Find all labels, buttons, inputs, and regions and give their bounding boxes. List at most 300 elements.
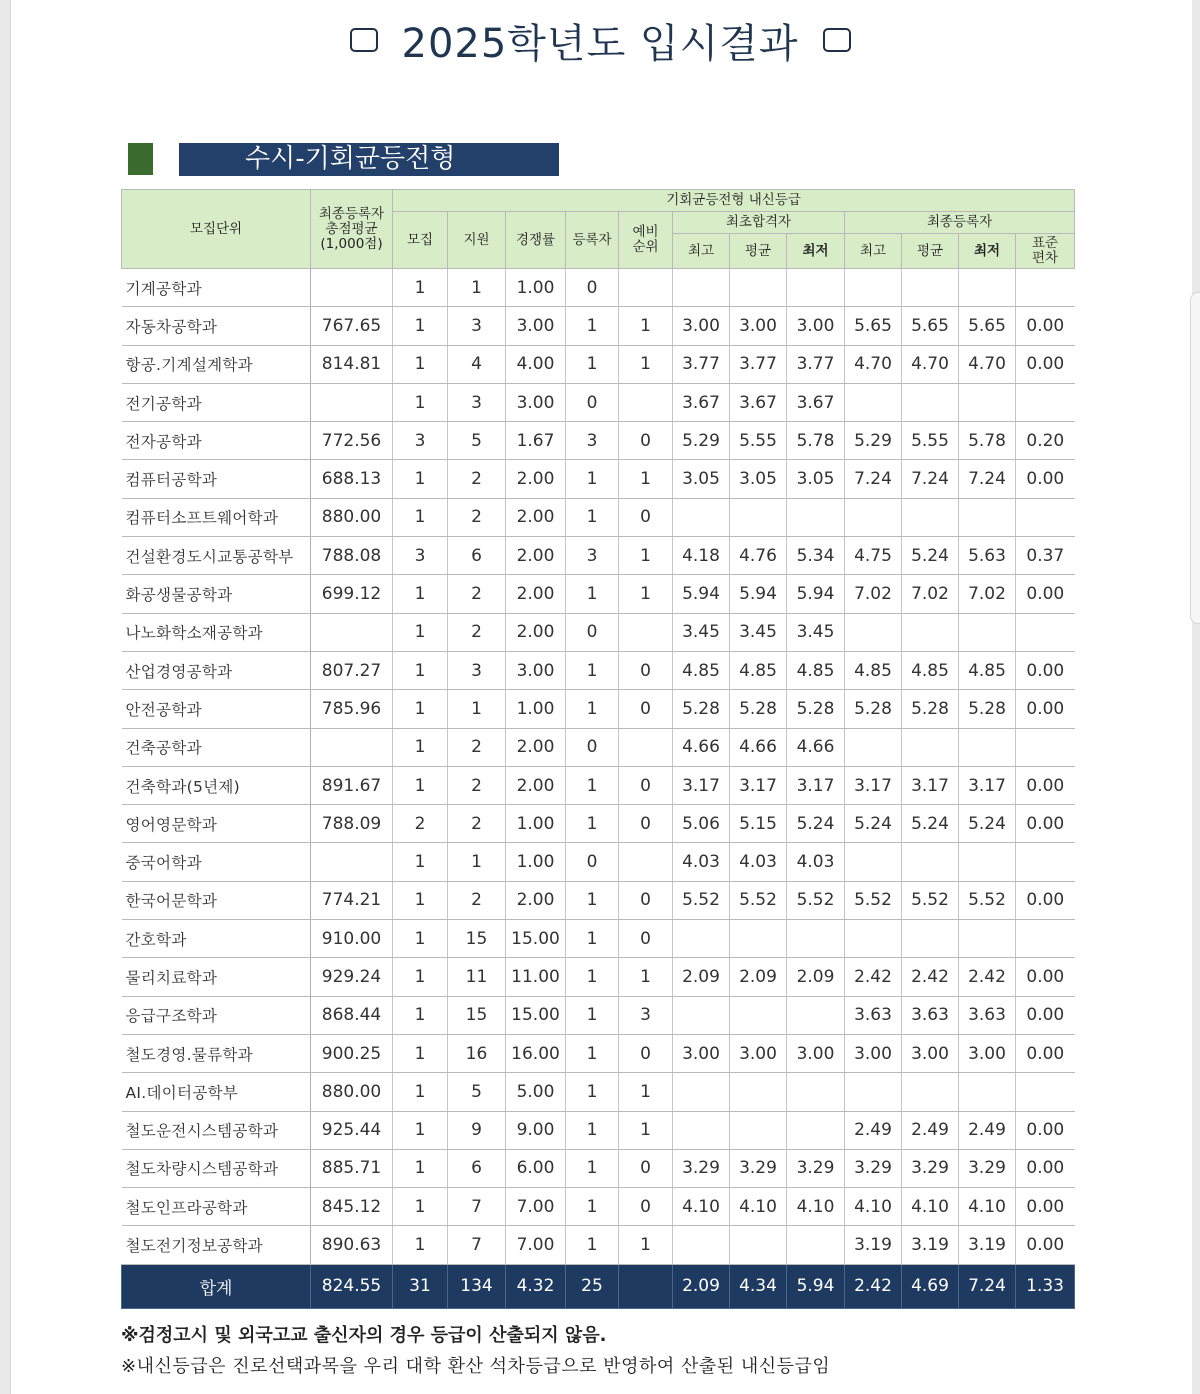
footnote-2: ※내신등급은 진로선택과목을 우리 대학 환산 석차등급으로 반영하여 산출된 내신등급임 (121, 1356, 831, 1377)
cell-initial-max: 5.28 (673, 690, 730, 728)
cell-recruit: 1 (393, 728, 448, 766)
cell-final-max: 2.42 (845, 958, 902, 996)
cell-waitlist: 0 (619, 651, 673, 689)
cell-registered: 3 (566, 422, 619, 460)
cell-final-avg: 4.70 (902, 345, 959, 383)
table-row (122, 920, 1075, 958)
header-initial-group: 최초합격자 (673, 212, 845, 234)
cell-final-min: 3.63 (959, 996, 1016, 1034)
cell-initial-max: 2.09 (673, 958, 730, 996)
section-title: 수시-기회균등전형 (179, 143, 559, 176)
table-row (122, 805, 1075, 843)
cell-std-dev: 0.00 (1016, 958, 1075, 996)
total-final-min: 7.24 (959, 1264, 1016, 1308)
cell-apply: 11 (448, 958, 506, 996)
cell-waitlist: 1 (619, 575, 673, 613)
table-row (122, 1149, 1075, 1187)
cell-initial-min: 5.78 (787, 422, 845, 460)
table-row (122, 728, 1075, 766)
table-row (122, 1226, 1075, 1264)
cell-initial-avg: 5.94 (730, 575, 787, 613)
table-row (122, 690, 1075, 728)
cell-registered: 1 (566, 1226, 619, 1264)
cell-waitlist: 0 (619, 422, 673, 460)
cell-apply: 2 (448, 766, 506, 804)
cell-ratio: 3.00 (506, 383, 566, 421)
cell-waitlist: 1 (619, 307, 673, 345)
cell-registered: 0 (566, 613, 619, 651)
cell-recruit: 2 (393, 805, 448, 843)
cell-registered: 1 (566, 1073, 619, 1111)
cell-final-max: 3.17 (845, 766, 902, 804)
cell-initial-max: 4.85 (673, 651, 730, 689)
cell-initial-max (673, 498, 730, 536)
cell-initial-min: 3.17 (787, 766, 845, 804)
cell-final-min: 3.17 (959, 766, 1016, 804)
cell-initial-avg: 3.67 (730, 383, 787, 421)
cell-waitlist: 0 (619, 1188, 673, 1226)
cell-dept-name: 안전공학과 (122, 690, 311, 728)
viewer-frame-left (0, 0, 10, 1394)
header-total-avg-line2: 총점평균 (325, 220, 378, 237)
cell-initial-avg: 3.45 (730, 613, 787, 651)
cell-ratio: 6.00 (506, 1149, 566, 1187)
cell-initial-avg: 2.09 (730, 958, 787, 996)
cell-dept-name: 나노화학소재공학과 (122, 613, 311, 651)
cell-total-avg (311, 613, 393, 651)
cell-initial-avg (730, 1226, 787, 1264)
total-ratio: 4.32 (506, 1264, 566, 1308)
cell-initial-min (787, 1073, 845, 1111)
header-final-max: 최고 (845, 234, 902, 269)
cell-recruit: 1 (393, 1111, 448, 1149)
cell-final-min: 4.10 (959, 1188, 1016, 1226)
cell-final-min: 5.24 (959, 805, 1016, 843)
cell-dept-name: 항공.기계설계학과 (122, 345, 311, 383)
cell-recruit: 1 (393, 460, 448, 498)
cell-initial-avg (730, 269, 787, 307)
cell-dept-name: 물리치료학과 (122, 958, 311, 996)
total-initial-max: 2.09 (673, 1264, 730, 1308)
cell-apply: 4 (448, 345, 506, 383)
page-title-row (0, 12, 1200, 68)
cell-ratio: 3.00 (506, 651, 566, 689)
cell-apply: 2 (448, 575, 506, 613)
cell-total-avg (311, 728, 393, 766)
cell-recruit: 1 (393, 690, 448, 728)
cell-initial-max: 4.18 (673, 537, 730, 575)
cell-apply: 3 (448, 307, 506, 345)
cell-registered: 1 (566, 651, 619, 689)
cell-initial-avg: 4.76 (730, 537, 787, 575)
cell-initial-max: 5.94 (673, 575, 730, 613)
cell-total-avg: 925.44 (311, 1111, 393, 1149)
cell-std-dev: 0.00 (1016, 575, 1075, 613)
total-initial-min: 5.94 (787, 1264, 845, 1308)
cell-final-min (959, 728, 1016, 766)
cell-registered: 1 (566, 575, 619, 613)
cell-dept-name: AI.데이터공학부 (122, 1073, 311, 1111)
cell-initial-min (787, 1111, 845, 1149)
cell-final-avg: 4.10 (902, 1188, 959, 1226)
cell-dept-name: 화공생물공학과 (122, 575, 311, 613)
total-apply: 134 (448, 1264, 506, 1308)
cell-final-max: 5.24 (845, 805, 902, 843)
cell-initial-max: 5.06 (673, 805, 730, 843)
cell-recruit: 1 (393, 1226, 448, 1264)
table-row (122, 613, 1075, 651)
header-group: 기회균등전형 내신등급 (393, 190, 1075, 212)
cell-waitlist: 1 (619, 1111, 673, 1149)
cell-ratio: 15.00 (506, 920, 566, 958)
viewer-frame-right (1192, 0, 1200, 1394)
cell-std-dev (1016, 843, 1075, 881)
table-row (122, 1188, 1075, 1226)
cell-final-avg: 5.52 (902, 881, 959, 919)
cell-final-max: 2.49 (845, 1111, 902, 1149)
cell-std-dev: 0.00 (1016, 690, 1075, 728)
cell-registered: 1 (566, 920, 619, 958)
cell-ratio: 16.00 (506, 1034, 566, 1072)
cell-final-min (959, 843, 1016, 881)
cell-final-avg: 2.49 (902, 1111, 959, 1149)
cell-apply: 1 (448, 269, 506, 307)
cell-std-dev: 0.00 (1016, 766, 1075, 804)
cell-std-dev (1016, 920, 1075, 958)
table-row (122, 498, 1075, 536)
header-recruit: 모집 (393, 212, 448, 269)
cell-ratio: 2.00 (506, 537, 566, 575)
cell-std-dev: 0.00 (1016, 1149, 1075, 1187)
cell-initial-min: 4.66 (787, 728, 845, 766)
cell-recruit: 1 (393, 613, 448, 651)
cell-std-dev: 0.00 (1016, 805, 1075, 843)
cell-final-avg: 7.02 (902, 575, 959, 613)
cell-std-dev: 0.00 (1016, 881, 1075, 919)
cell-registered: 0 (566, 728, 619, 766)
table-row (122, 537, 1075, 575)
cell-apply: 6 (448, 1149, 506, 1187)
cell-final-max: 7.24 (845, 460, 902, 498)
cell-final-avg (902, 728, 959, 766)
cell-final-avg: 5.28 (902, 690, 959, 728)
cell-ratio: 7.00 (506, 1188, 566, 1226)
cell-recruit: 1 (393, 498, 448, 536)
cell-final-avg: 5.24 (902, 537, 959, 575)
cell-waitlist (619, 383, 673, 421)
cell-initial-max (673, 1111, 730, 1149)
cell-waitlist: 0 (619, 1034, 673, 1072)
cell-initial-min: 3.77 (787, 345, 845, 383)
cell-initial-min: 3.00 (787, 307, 845, 345)
cell-recruit: 1 (393, 1188, 448, 1226)
cell-final-max: 3.19 (845, 1226, 902, 1264)
cell-dept-name: 전기공학과 (122, 383, 311, 421)
cell-ratio: 2.00 (506, 766, 566, 804)
cell-waitlist: 1 (619, 460, 673, 498)
cell-initial-avg (730, 498, 787, 536)
cell-total-avg: 880.00 (311, 1073, 393, 1111)
cell-final-avg: 5.55 (902, 422, 959, 460)
cell-initial-max: 3.00 (673, 1034, 730, 1072)
cell-initial-avg (730, 1111, 787, 1149)
table-row (122, 881, 1075, 919)
cell-initial-min: 3.29 (787, 1149, 845, 1187)
cell-dept-name: 한국어문학과 (122, 881, 311, 919)
cell-apply: 2 (448, 498, 506, 536)
header-initial-min: 최저 (787, 234, 845, 269)
cell-initial-max: 4.03 (673, 843, 730, 881)
cell-recruit: 3 (393, 422, 448, 460)
header-waitlist-line2: 순위 (632, 239, 659, 255)
cell-initial-min: 5.28 (787, 690, 845, 728)
table-row (122, 651, 1075, 689)
cell-initial-avg: 4.85 (730, 651, 787, 689)
cell-final-max: 3.00 (845, 1034, 902, 1072)
cell-initial-min: 4.03 (787, 843, 845, 881)
cell-apply: 2 (448, 728, 506, 766)
cell-ratio: 2.00 (506, 728, 566, 766)
cell-initial-min (787, 269, 845, 307)
cell-initial-avg: 5.28 (730, 690, 787, 728)
cell-final-avg: 3.63 (902, 996, 959, 1034)
total-registered: 25 (566, 1264, 619, 1308)
cell-initial-min (787, 1226, 845, 1264)
cell-waitlist: 1 (619, 1226, 673, 1264)
cell-final-max (845, 920, 902, 958)
cell-final-min (959, 269, 1016, 307)
cell-ratio: 1.00 (506, 805, 566, 843)
cell-initial-min: 3.45 (787, 613, 845, 651)
cell-dept-name: 철도차량시스템공학과 (122, 1149, 311, 1187)
cell-waitlist: 0 (619, 1149, 673, 1187)
cell-total-avg: 910.00 (311, 920, 393, 958)
cell-registered: 1 (566, 498, 619, 536)
cell-ratio: 1.00 (506, 843, 566, 881)
cell-total-avg: 929.24 (311, 958, 393, 996)
cell-final-min: 4.70 (959, 345, 1016, 383)
cell-final-min (959, 383, 1016, 421)
cell-initial-max: 5.52 (673, 881, 730, 919)
cell-initial-max: 3.45 (673, 613, 730, 651)
table-row (122, 766, 1075, 804)
cell-final-avg (902, 383, 959, 421)
cell-dept-name: 컴퓨터소프트웨어학과 (122, 498, 311, 536)
cell-std-dev (1016, 498, 1075, 536)
cell-initial-max: 4.10 (673, 1188, 730, 1226)
cell-waitlist: 0 (619, 920, 673, 958)
cell-ratio: 2.00 (506, 613, 566, 651)
cell-apply: 6 (448, 537, 506, 575)
cell-dept-name: 중국어학과 (122, 843, 311, 881)
table-row (122, 307, 1075, 345)
cell-final-min: 4.85 (959, 651, 1016, 689)
cell-final-max (845, 383, 902, 421)
cell-total-avg: 767.65 (311, 307, 393, 345)
cell-total-avg: 788.08 (311, 537, 393, 575)
cell-final-avg: 3.00 (902, 1034, 959, 1072)
cell-waitlist: 0 (619, 766, 673, 804)
cell-initial-max: 5.29 (673, 422, 730, 460)
header-ratio: 경쟁률 (506, 212, 566, 269)
cell-initial-avg: 3.29 (730, 1149, 787, 1187)
cell-total-avg: 807.27 (311, 651, 393, 689)
cell-final-avg (902, 613, 959, 651)
cell-final-avg: 3.17 (902, 766, 959, 804)
cell-apply: 2 (448, 460, 506, 498)
table-row (122, 460, 1075, 498)
cell-std-dev (1016, 383, 1075, 421)
header-initial-max: 최고 (673, 234, 730, 269)
cell-final-min: 5.28 (959, 690, 1016, 728)
table-row (122, 1111, 1075, 1149)
cell-apply: 5 (448, 422, 506, 460)
cell-final-max (845, 269, 902, 307)
cell-waitlist: 0 (619, 881, 673, 919)
cell-registered: 1 (566, 958, 619, 996)
cell-waitlist: 1 (619, 1073, 673, 1111)
cell-initial-max: 3.29 (673, 1149, 730, 1187)
cell-std-dev: 0.00 (1016, 996, 1075, 1034)
cell-initial-max: 3.17 (673, 766, 730, 804)
cell-waitlist: 3 (619, 996, 673, 1034)
cell-final-avg (902, 843, 959, 881)
cell-waitlist (619, 269, 673, 307)
cell-final-avg: 4.85 (902, 651, 959, 689)
cell-final-avg: 3.29 (902, 1149, 959, 1187)
cell-initial-avg: 3.77 (730, 345, 787, 383)
cell-std-dev (1016, 613, 1075, 651)
cell-apply: 3 (448, 383, 506, 421)
cell-initial-avg (730, 996, 787, 1034)
header-dept: 모집단위 (122, 190, 311, 269)
cell-std-dev: 0.00 (1016, 1226, 1075, 1264)
cell-final-max: 3.63 (845, 996, 902, 1034)
cell-total-avg: 788.09 (311, 805, 393, 843)
cell-total-avg: 885.71 (311, 1149, 393, 1187)
header-initial-avg: 평균 (730, 234, 787, 269)
table-row (122, 383, 1075, 421)
table-row (122, 1034, 1075, 1072)
cell-dept-name: 간호학과 (122, 920, 311, 958)
title-box-left-icon (350, 28, 378, 52)
cell-registered: 1 (566, 1111, 619, 1149)
cell-final-max: 4.85 (845, 651, 902, 689)
cell-total-avg: 774.21 (311, 881, 393, 919)
cell-final-min (959, 613, 1016, 651)
cell-final-min: 7.02 (959, 575, 1016, 613)
cell-final-min: 5.65 (959, 307, 1016, 345)
cell-std-dev: 0.00 (1016, 307, 1075, 345)
table-row (122, 843, 1075, 881)
cell-final-avg: 2.42 (902, 958, 959, 996)
cell-registered: 1 (566, 690, 619, 728)
cell-total-avg: 688.13 (311, 460, 393, 498)
cell-initial-min (787, 498, 845, 536)
cell-recruit: 1 (393, 383, 448, 421)
cell-final-min (959, 920, 1016, 958)
cell-ratio: 5.00 (506, 1073, 566, 1111)
cell-initial-min: 4.85 (787, 651, 845, 689)
header-waitlist-line1: 예비 (632, 224, 659, 240)
cell-dept-name: 전자공학과 (122, 422, 311, 460)
cell-waitlist: 0 (619, 690, 673, 728)
cell-final-min: 2.42 (959, 958, 1016, 996)
cell-recruit: 1 (393, 307, 448, 345)
cell-total-avg: 900.25 (311, 1034, 393, 1072)
header-std-line2: 편차 (1032, 250, 1059, 266)
cell-total-avg: 699.12 (311, 575, 393, 613)
cell-final-avg (902, 498, 959, 536)
cell-total-avg: 891.67 (311, 766, 393, 804)
cell-std-dev: 0.00 (1016, 1111, 1075, 1149)
cell-total-avg: 814.81 (311, 345, 393, 383)
cell-ratio: 7.00 (506, 1226, 566, 1264)
total-row (122, 1264, 1075, 1308)
viewer-frame-divider (10, 0, 11, 1394)
cell-ratio: 1.67 (506, 422, 566, 460)
cell-initial-avg: 3.05 (730, 460, 787, 498)
cell-apply: 1 (448, 690, 506, 728)
header-registered: 등록자 (566, 212, 619, 269)
cell-std-dev: 0.00 (1016, 1034, 1075, 1072)
cell-initial-avg: 5.55 (730, 422, 787, 460)
cell-final-min: 3.19 (959, 1226, 1016, 1264)
cell-apply: 7 (448, 1188, 506, 1226)
cell-total-avg (311, 383, 393, 421)
cell-registered: 1 (566, 996, 619, 1034)
cell-initial-max (673, 996, 730, 1034)
cell-apply: 15 (448, 920, 506, 958)
cell-initial-min: 5.24 (787, 805, 845, 843)
table-row (122, 345, 1075, 383)
cell-apply: 2 (448, 805, 506, 843)
cell-apply: 5 (448, 1073, 506, 1111)
cell-apply: 16 (448, 1034, 506, 1072)
header-std-line1: 표준 (1032, 235, 1059, 251)
results-table (121, 189, 1075, 1309)
cell-apply: 9 (448, 1111, 506, 1149)
cell-ratio: 2.00 (506, 460, 566, 498)
cell-ratio: 1.00 (506, 690, 566, 728)
cell-initial-min: 5.52 (787, 881, 845, 919)
cell-dept-name: 자동차공학과 (122, 307, 311, 345)
cell-final-max: 4.75 (845, 537, 902, 575)
cell-initial-max: 3.05 (673, 460, 730, 498)
total-total-avg: 824.55 (311, 1264, 393, 1308)
cell-final-min: 3.29 (959, 1149, 1016, 1187)
cell-ratio: 2.00 (506, 498, 566, 536)
cell-registered: 1 (566, 460, 619, 498)
table-row (122, 996, 1075, 1034)
cell-recruit: 1 (393, 766, 448, 804)
table-row (122, 575, 1075, 613)
cell-recruit: 1 (393, 269, 448, 307)
header-total-avg-line1: 최종등록자 (318, 205, 385, 222)
header-final-min: 최저 (959, 234, 1016, 269)
cell-initial-max: 3.77 (673, 345, 730, 383)
scroll-handle[interactable] (1190, 292, 1200, 624)
header-total-avg (311, 190, 393, 269)
cell-registered: 0 (566, 269, 619, 307)
cell-recruit: 1 (393, 1034, 448, 1072)
cell-registered: 1 (566, 1188, 619, 1226)
cell-final-max: 4.70 (845, 345, 902, 383)
cell-waitlist (619, 843, 673, 881)
cell-std-dev (1016, 1073, 1075, 1111)
cell-initial-max (673, 1073, 730, 1111)
total-std-dev: 1.33 (1016, 1264, 1075, 1308)
